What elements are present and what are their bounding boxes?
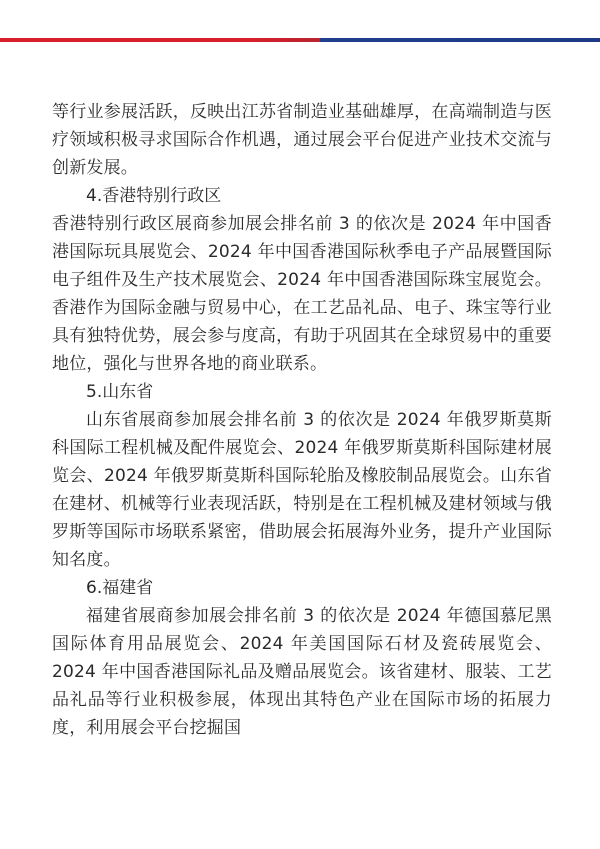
section-heading-hongkong: 4.香港特别行政区	[86, 186, 222, 206]
header-color-bar	[0, 38, 600, 42]
paragraph-fujian: 福建省展商参加展会排名前 3 的依次是 2024 年德国慕尼黑国际体育用品展览会、2024 年美国国际石材及瓷砖展览会、2024 年中国香港国际礼品及赠品展览会。该省建材、服装、工艺品礼品等行业积极参展，体现出其特色产业在国际市场的拓展力度，利用展会平台挖掘国	[52, 606, 552, 738]
document-body	[52, 98, 552, 742]
header-bar-red-segment	[0, 38, 320, 42]
section-heading-fujian: 6.福建省	[86, 578, 154, 598]
header-bar-blue-segment	[320, 38, 600, 42]
paragraph-shandong: 山东省展商参加展会排名前 3 的依次是 2024 年俄罗斯莫斯科国际工程机械及配件展览会、2024 年俄罗斯莫斯科国际建材展览会、2024 年俄罗斯莫斯科国际轮胎及橡胶制品展览会。山东省在建材、机械等行业表现活跃，特别是在工程机械及建材领域与俄罗斯等国际市场联系紧密，借助展会拓展海外业务，提升产业国际知名度。	[52, 410, 552, 570]
paragraph-jiangsu-continued: 等行业参展活跃，反映出江苏省制造业基础雄厚，在高端制造与医疗领域积极寻求国际合作机遇，通过展会平台促进产业技术交流与创新发展。	[52, 102, 552, 178]
paragraph-hongkong: 香港特别行政区展商参加展会排名前 3 的依次是 2024 年中国香港国际玩具展览会、2024 年中国香港国际秋季电子产品展暨国际电子组件及生产技术展览会、2024 年中国香港国际珠宝展览会。香港作为国际金融与贸易中心，在工艺品礼品、电子、珠宝等行业具有独特优势，展会参与度高，有助于巩固其在全球贸易中的重要地位，强化与世界各地的商业联系。	[52, 214, 552, 374]
section-heading-shandong: 5.山东省	[86, 382, 154, 402]
